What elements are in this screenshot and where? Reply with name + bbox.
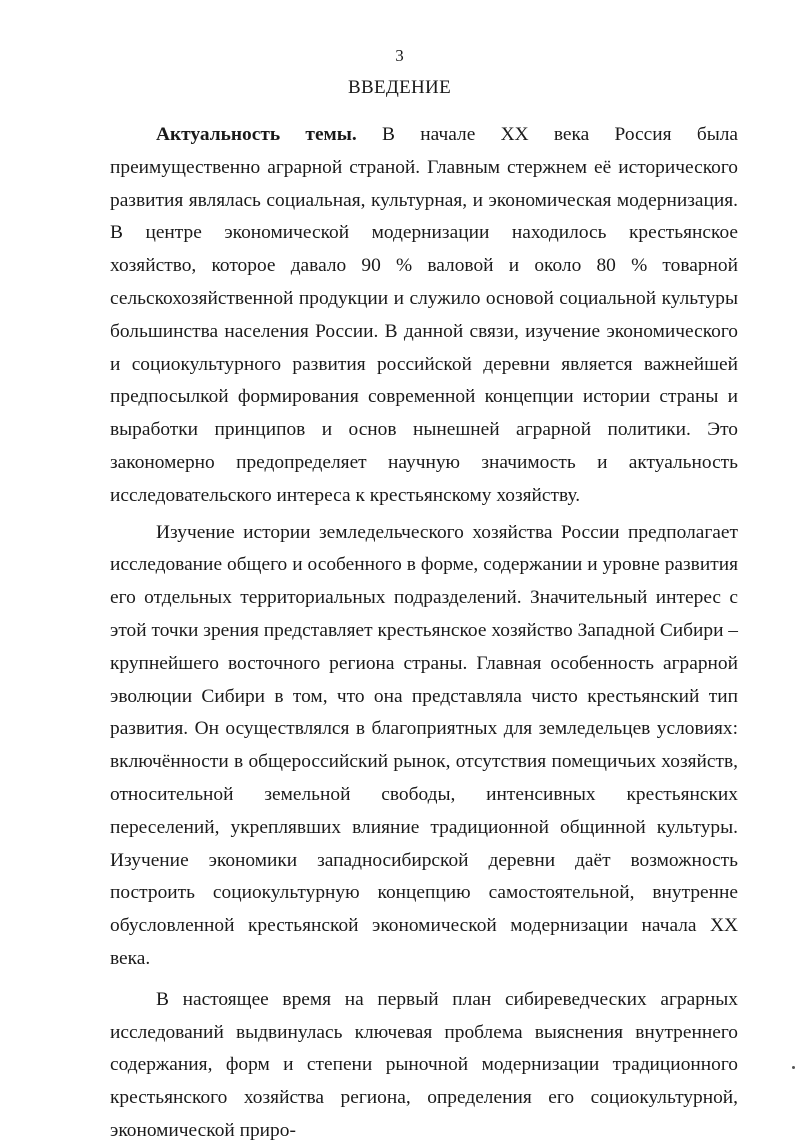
paragraph-text: Изучение истории земледельческого хозяйства России предполагает исследование общего и особенного в форме, содержании и уровне развития его отдельных территориальных подразделений. Значительный интерес с этой точки зрения представляет крестьянское хозяйство Западной Сибири – крупнейшего восточного региона страны. Главная особенность аграрной эволюции Сибири в том, что она представляла чисто крестьянский тип развития. Он осуществлялся в благоприятных для земледельцев условиях: включённости в общероссийский рынок, отсутствия помещичьих хозяйств, относительной земельной свободы, интенсивных крестьянских переселений, укреплявших влияние традиционной общинной культуры. Изучение экономики западносибирской деревни даёт возможность построить социокультурную концепцию самостоятельной, внутренне обусловленной крестьянской экономической модернизации начала XX века. xyxy=(110,521,738,969)
paragraph-text: В начале XX века Россия была преимущественно аграрной страной. Главным стержнем её исторического развития являлась социальная, культурная, и экономическая модернизация. В центре экономической модернизации находилось крестьянское хозяйство, которое давало 90 % валовой и около 80 % товарной сельскохозяйственной продукции и служило основой социальной культуры большинства населения России. В данной связи, изучение экономического и социокультурного развития российской деревни является важнейшей предпосылкой формирования современной концепции истории страны и выработки принципов и основ нынешней аграрной политики. Это закономерно предопределяет научную значимость и актуальность исследовательского интереса к крестьянскому хозяйству. xyxy=(110,124,739,506)
paragraph-current-research xyxy=(110,984,738,1148)
page-number: 3 xyxy=(395,46,404,65)
paragraph-text: В настоящее время на первый план сибиреведческих аграрных исследований выдвинулась ключевая проблема выяснения внутреннего содержания, форм и степени рыночной модернизации традиционного крестьянского хозяйства региона, определения его социокультурной, экономической приро- xyxy=(110,988,738,1141)
body-text xyxy=(110,119,738,1148)
paragraph-agricultural-history xyxy=(110,517,738,976)
section-heading: ВВЕДЕНИЕ xyxy=(348,77,451,98)
paragraph-lead: Актуальность темы. xyxy=(156,124,357,145)
paragraph-relevance xyxy=(110,119,738,513)
scan-artifact xyxy=(792,1066,795,1069)
